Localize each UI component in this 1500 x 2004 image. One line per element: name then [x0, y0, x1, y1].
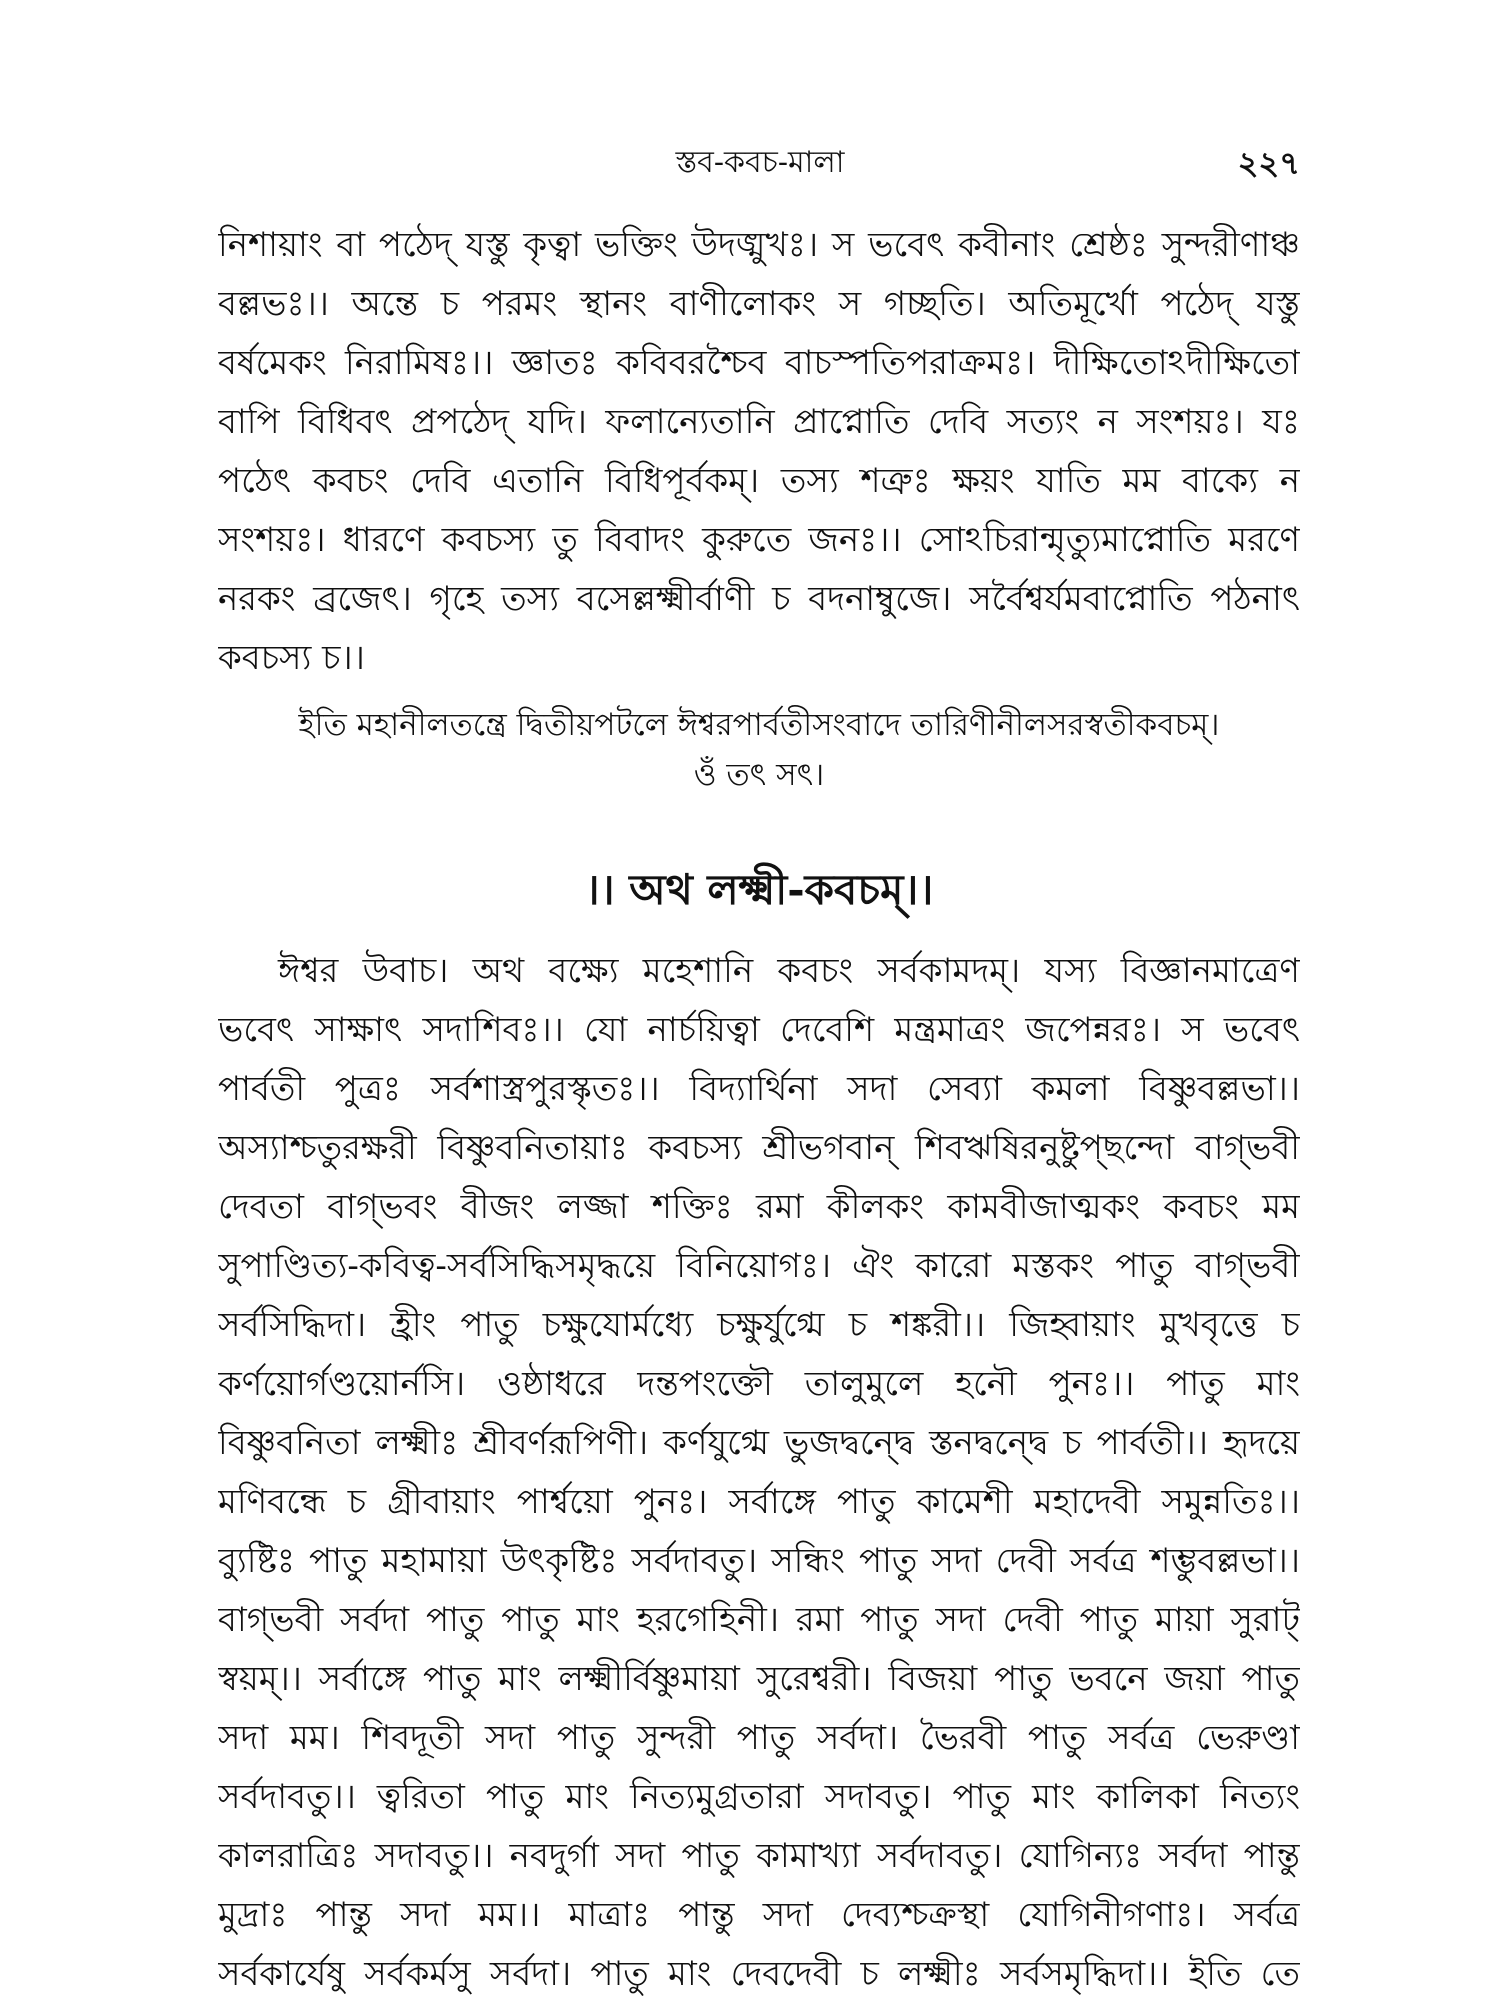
text-line: মুদ্রাঃ পান্তু সদা মম।। মাত্রাঃ পান্তু সদা দেব্যশ্চক্রস্থা যোগিনীগণাঃ। সর্বত্র: [218, 1895, 1300, 1935]
running-title: স্তব-কবচ-মালা: [675, 145, 845, 180]
text-line: সংশয়ঃ। ধারণে কবচস্য তু বিবাদং কুরুতে জনঃ।। সোঽচিরান্মৃত্যুমাপ্নোতি মরণে: [218, 520, 1300, 560]
text-line: পঠেৎ কবচং দেবি এতানি বিধিপূর্বকম্। তস্য শত্রুঃ ক্ষয়ং যাতি মম বাক্যে ন: [218, 461, 1300, 501]
text-line: সর্বদাবতু।। ত্বরিতা পাতু মাং নিত্যমুগ্রতারা সদাবতু। পাতু মাং কালিকা নিত্যং: [218, 1777, 1300, 1817]
colophon-line: ওঁ তৎ সৎ।: [693, 757, 825, 793]
text-line: কর্ণয়োর্গণ্ডয়োর্নসি। ওষ্ঠাধরে দন্তপংক্তৌ তালুমুলে হনৌ পুনঃ।। পাতু মাং: [218, 1364, 1300, 1404]
paragraph-kavacha-phala: [218, 216, 1300, 688]
text-line: নরকং ব্রজেৎ। গৃহে তস্য বসেল্লক্ষ্মীর্বাণী চ বদনাম্বুজে। সর্বৈশ্বর্যমবাপ্নোতি পঠনাৎ: [218, 579, 1300, 619]
paragraph-lakshmi-kavacha: [218, 942, 1300, 2004]
text-line: সর্বসিদ্ধিদা। হ্রীং পাতু চক্ষুযোর্মধ্যে চক্ষুর্যুগ্মে চ শঙ্করী।। জিহ্বায়াং মুখবৃত্তে চ: [218, 1305, 1300, 1345]
page-header: [220, 138, 1300, 182]
text-line: বর্ষমেকং নিরামিষঃ।। জ্ঞাতঃ কবিবরশ্চৈব বাচস্পতিপরাক্রমঃ। দীক্ষিতোঽদীক্ষিতো: [218, 343, 1300, 383]
text-line: বিষ্ণুবনিতা লক্ষ্মীঃ শ্রীবর্ণরূপিণী। কর্ণযুগ্মে ভুজদ্বন্দ্বে স্তনদ্বন্দ্বে চ পার্বতী।। হৃদয়ে: [218, 1423, 1300, 1463]
page-number: ২২৭: [1237, 144, 1300, 182]
text-line: নিশায়াং বা পঠেদ্ যস্তু কৃত্বা ভক্তিং উদঙ্মুখঃ। স ভবেৎ কবীনাং শ্রেষ্ঠঃ সুন্দরীণাঞ্চ: [218, 225, 1300, 265]
text-line: কালরাত্রিঃ সদাবতু।। নবদুর্গা সদা পাতু কামাখ্যা সর্বদাবতু। যোগিন্যঃ সর্বদা পান্তু: [218, 1836, 1300, 1876]
text-line: সদা মম। শিবদূতী সদা পাতু সুন্দরী পাতু সর্বদা। ভৈরবী পাতু সর্বত্র ভেরুণ্ডা: [218, 1718, 1300, 1758]
text-line: সুপাণ্ডিত্য-কবিত্ব-সর্বসিদ্ধিসমৃদ্ধয়ে বিনিয়োগঃ। ঐং কারো মস্তকং পাতু বাগ্ভবী: [218, 1246, 1300, 1286]
text-line: ব্যুষ্টিঃ পাতু মহামায়া উৎকৃষ্টিঃ সর্বদাবতু। সন্ধিং পাতু সদা দেবী সর্বত্র শম্ভুবল্লভা।।: [218, 1541, 1300, 1581]
text-line: ভবেৎ সাক্ষাৎ সদাশিবঃ।। যো নার্চয়িত্বা দেবেশি মন্ত্রমাত্রং জপেন্নরঃ। স ভবেৎ: [218, 1010, 1300, 1050]
section-title: ।। অথ লক্ষ্মী-কবচম্।।: [584, 865, 934, 914]
text-line: কবচস্য চ।।: [218, 638, 365, 678]
text-line: মণিবন্ধে চ গ্রীবায়াং পার্শ্বয়ো পুনঃ। সর্বাঙ্গে পাতু কামেশী মহাদেবী সমুন্নতিঃ।।: [218, 1482, 1300, 1522]
text-line: বল্লভঃ।। অন্তে চ পরমং স্থানং বাণীলোকং স গচ্ছতি। অতিমূর্খো পঠেদ্ যস্তু: [218, 284, 1300, 324]
text-line: স্বয়ম্।। সর্বাঙ্গে পাতু মাং লক্ষ্মীর্বিষ্ণুমায়া সুরেশ্বরী। বিজয়া পাতু ভবনে জয়া পাতু: [218, 1659, 1300, 1699]
text-line: ঈশ্বর উবাচ। অথ বক্ষ্যে মহেশানি কবচং সর্বকামদম্। যস্য বিজ্ঞানমাত্রেণ: [278, 951, 1300, 991]
text-line: পার্বতী পুত্রঃ সর্বশাস্ত্রপুরস্কৃতঃ।। বিদ্যার্থিনা সদা সেব্যা কমলা বিষ্ণুবল্লভা।।: [218, 1069, 1300, 1109]
colophon-line: ইতি মহানীলতন্ত্রে দ্বিতীয়পটলে ঈশ্বরপার্বতীসংবাদে তারিণীনীলসরস্বতীকবচম্।: [298, 707, 1220, 743]
text-line: অস্যাশ্চতুরক্ষরী বিষ্ণুবনিতায়াঃ কবচস্য শ্রীভগবান্ শিবঋষিরনুষ্টুপ্ছন্দো বাগ্ভবী: [218, 1128, 1300, 1168]
text-line: দেবতা বাগ্ভবং বীজং লজ্জা শক্তিঃ রমা কীলকং কামবীজাত্মকং কবচং মম: [218, 1187, 1300, 1227]
colophon: [218, 700, 1300, 800]
text-line: বাপি বিধিবৎ প্রপঠেদ্ যদি। ফলান্যেতানি প্রাপ্নোতি দেবি সত্যং ন সংশয়ঃ। যঃ: [218, 402, 1300, 442]
text-line: বাগ্ভবী সর্বদা পাতু পাতু মাং হরগেহিনী। রমা পাতু সদা দেবী পাতু মায়া সুরাট্: [218, 1600, 1300, 1640]
text-line: সর্বকার্যেষু সর্বকর্মসু সর্বদা। পাতু মাং দেবদেবী চ লক্ষ্মীঃ সর্বসমৃদ্ধিদা।। ইতি তে: [218, 1954, 1300, 1994]
